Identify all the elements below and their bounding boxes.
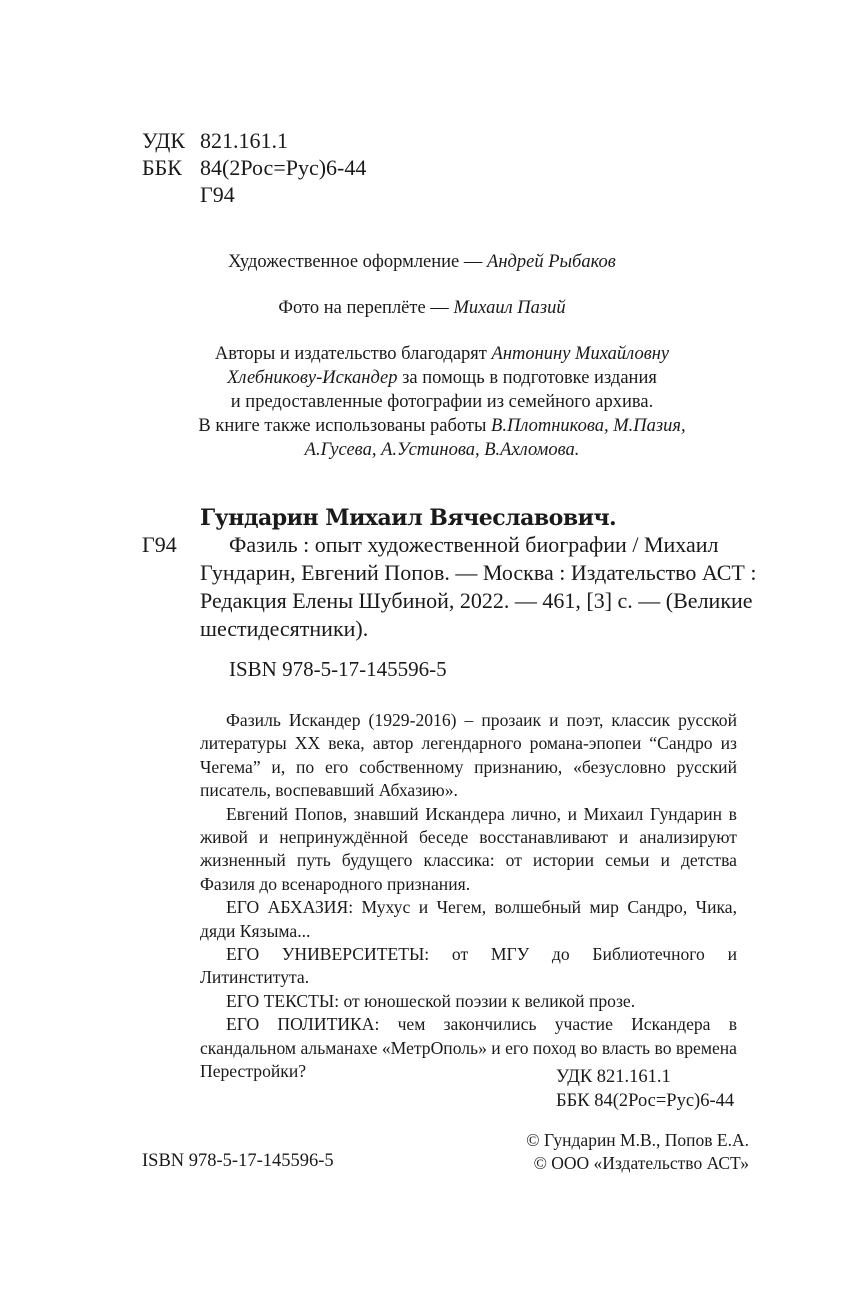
biblio-line-2: Гундарин, Евгений Попов. — Москва : Издательство АСТ : xyxy=(200,560,757,585)
thanks-name-2: Хлебникову-Искандер xyxy=(227,368,398,388)
photo-name: Михаил Пазий xyxy=(453,298,566,318)
bbk-label: ББК xyxy=(142,155,182,180)
biblio-mark: Г94 xyxy=(142,532,177,557)
thanks-line-3 xyxy=(0,390,844,414)
udk-label: УДК xyxy=(142,128,186,153)
design-name: Андрей Рыбаков xyxy=(487,252,616,272)
biblio-isbn: ISBN 978-5-17-145596-5 xyxy=(229,657,447,681)
thanks-text-2: за помощь в подготовке издания xyxy=(397,368,657,388)
thanks-text-3: и предоставленные фотографии из семейного архива. xyxy=(230,392,654,412)
author-mark-top: Г94 xyxy=(200,182,235,207)
design-credit xyxy=(0,250,844,274)
copyright-authors: © Гундарин М.В., Попов Е.А. xyxy=(526,1130,749,1150)
biblio-line-3: Редакция Елены Шубиной, 2022. — 461, [3] с. — (Великие xyxy=(200,588,753,613)
author-heading: Гундарин Михаил Вячеславович. xyxy=(200,505,617,531)
annotation-paragraph-3: ЕГО АБХАЗИЯ: Мухус и Чегем, волшебный мир Сандро, Чика, дяди Кязыма... xyxy=(200,897,737,941)
annotation-paragraph-5: ЕГО ТЕКСТЫ: от юношеской поэзии к великой прозе. xyxy=(226,990,636,1011)
annotation-paragraph-2: Евгений Попов, знавший Искандера лично, и Михаил Гундарин в живой и непринуждённой беседе восстанавливают и анализируют жизненный путь будущего классика: от истории семьи и детства Фазиля до всенародного признания. xyxy=(200,803,737,894)
biblio-line-1: Фазиль : опыт художественной биографии / Михаил xyxy=(229,532,719,557)
footer-isbn: ISBN 978-5-17-145596-5 xyxy=(142,1151,334,1171)
thanks-text-1: Авторы и издательство благодарят xyxy=(214,344,492,364)
udk-value: 821.161.1 xyxy=(200,128,288,153)
thanks-line-4 xyxy=(0,414,844,438)
footer-udk: УДК 821.161.1 xyxy=(556,1067,671,1087)
annotation-paragraph-1: Фазиль Искандер (1929-2016) – прозаик и поэт, классик русской литературы XX века, автор легендарного романа-эпопеи “Сандро из Чегема” и, по его собственному признанию, «безусловно русский писатель, воспевавший Абхазию». xyxy=(200,710,737,801)
annotation-paragraph-6: ЕГО ПОЛИТИКА: чем закончились участие Искандера в скандальном альманахе «МетрОполь» и его поход во власть во времена Перестройки? xyxy=(200,1014,737,1082)
thanks-line-2 xyxy=(0,366,844,390)
thanks-text-4: В книге также использованы работы xyxy=(198,416,492,436)
copyright-publisher: © ООО «Издательство АСТ» xyxy=(533,1153,749,1173)
annotation-paragraph-4: ЕГО УНИВЕРСИТЕТЫ: от МГУ до Библиотечного и Литинститута. xyxy=(200,944,737,988)
photo-label: Фото на переплёте — xyxy=(278,298,454,318)
biblio-line-4: шестидесятники). xyxy=(200,616,369,641)
thanks-names-4: В.Плотникова, М.Пазия, xyxy=(491,416,686,436)
design-label: Художественное оформление — xyxy=(228,252,488,272)
thanks-line-1 xyxy=(0,342,844,366)
thanks-name-1: Антонину Михайловну xyxy=(491,344,670,364)
thanks-names-5: А.Гусева, А.Устинова, В.Ахломова. xyxy=(304,440,580,460)
annotation xyxy=(200,709,737,1084)
thanks-line-5 xyxy=(0,438,844,462)
footer-bbk: ББК 84(2Рос=Рус)6-44 xyxy=(556,1091,735,1111)
bbk-value: 84(2Рос=Рус)6-44 xyxy=(200,155,367,180)
photo-credit xyxy=(0,296,844,320)
